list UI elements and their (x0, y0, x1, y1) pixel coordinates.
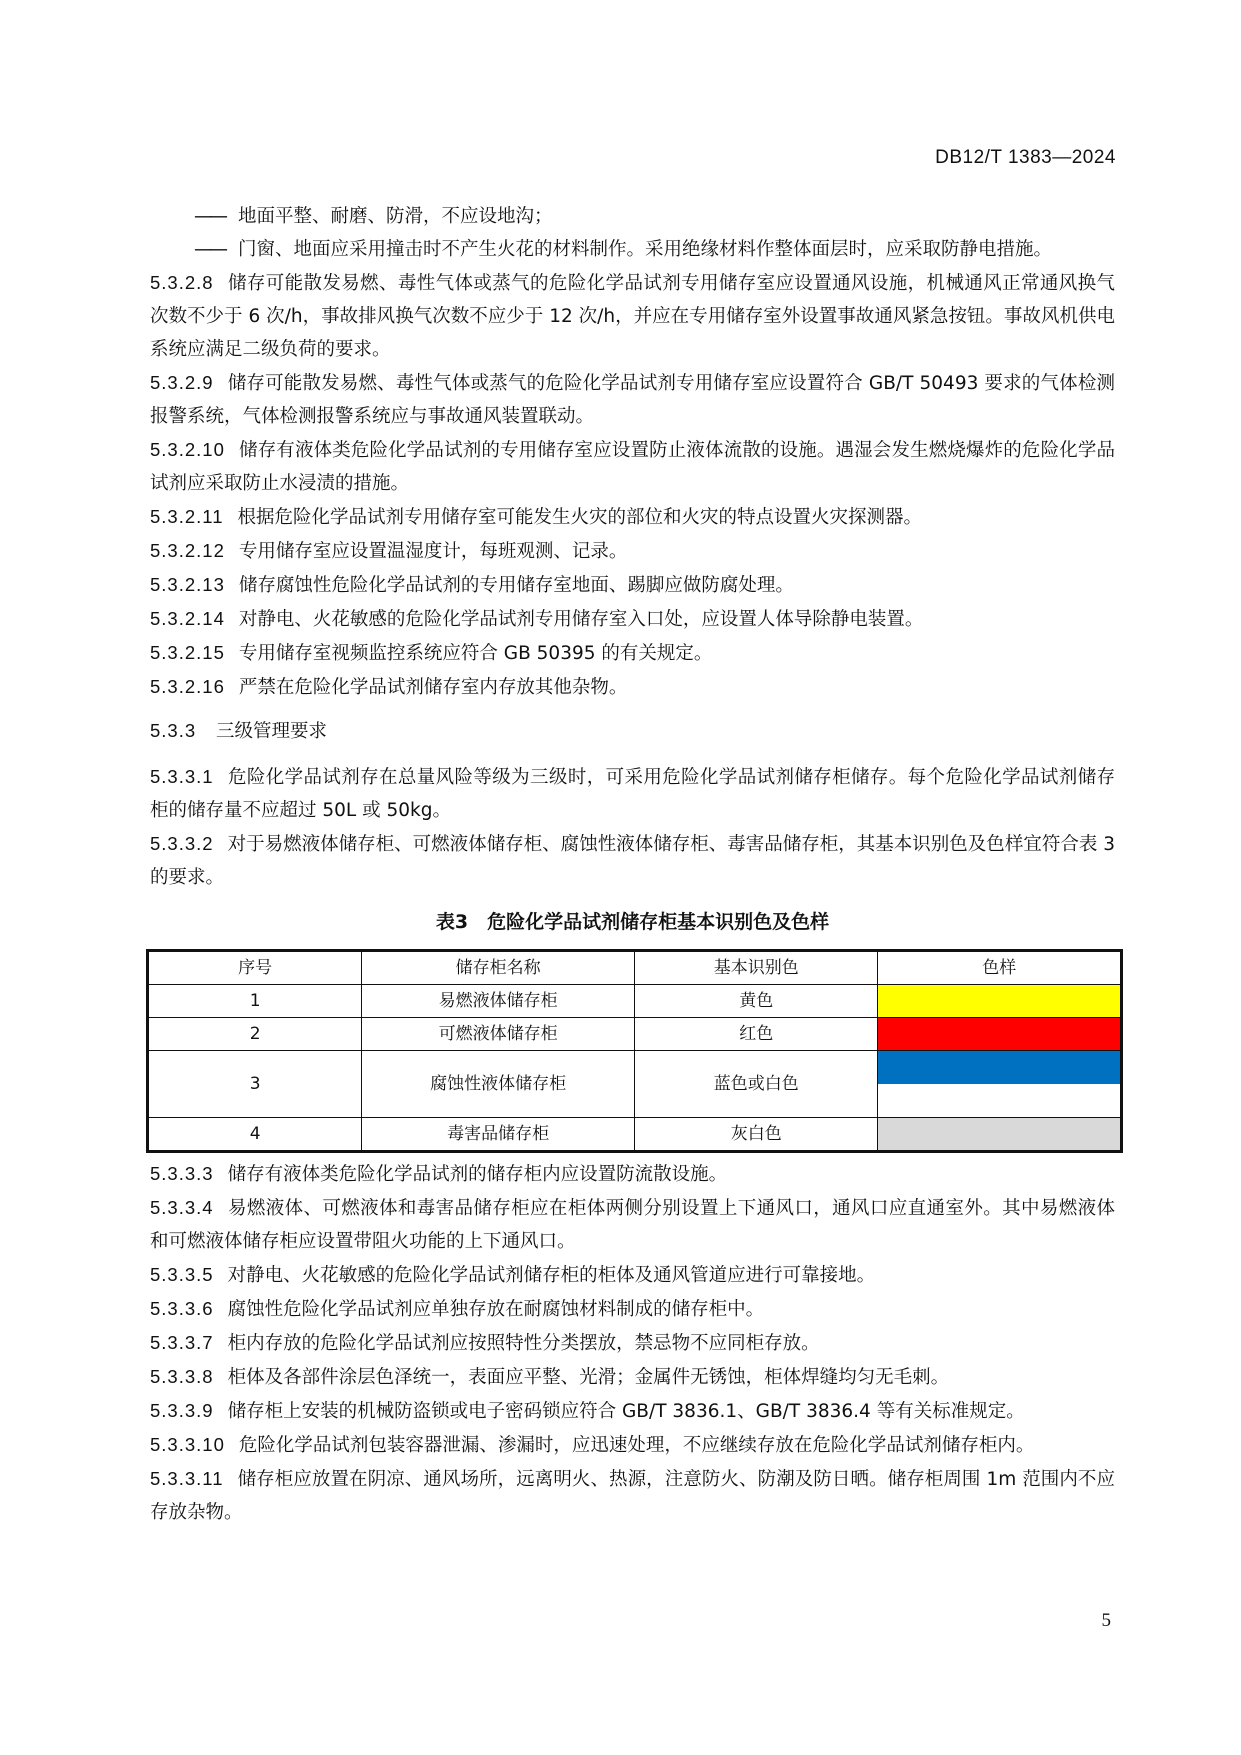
clause (150, 636, 1115, 670)
clause (150, 500, 1115, 534)
clause (150, 266, 1115, 366)
clause-number: 5.3.3.6 (150, 1298, 214, 1319)
clause-text: 危险化学品试剂存在总量风险等级为三级时，可采用危险化学品试剂储存柜储存。每个危险化学品试剂储存柜的储存量不应超过 50L 或 50kg。 (150, 767, 1115, 821)
color-swatch-cell (878, 1018, 1122, 1051)
clause (150, 1157, 1115, 1191)
color-name: 红色 (634, 1018, 878, 1051)
clause-number: 5.3.3.3 (150, 1163, 214, 1184)
clause (150, 670, 1115, 704)
dash-mark: —— (194, 206, 225, 227)
clause-number: 5.3.3.4 (150, 1197, 214, 1218)
color-name: 黄色 (634, 985, 878, 1018)
clause (150, 568, 1115, 602)
clause-number: 5.3.3.11 (150, 1468, 224, 1489)
subsection-number: 5.3.3 (150, 720, 197, 741)
clause (150, 1191, 1115, 1258)
table-row (148, 985, 1122, 1018)
clause-text: 严禁在危险化学品试剂储存室内存放其他杂物。 (238, 677, 628, 698)
clause (150, 827, 1115, 894)
clause (150, 433, 1115, 500)
clause (150, 1394, 1115, 1428)
clause-number: 5.3.2.11 (150, 506, 224, 527)
clause-text: 对静电、火花敏感的危险化学品试剂专用储存室入口处，应设置人体导除静电装置。 (238, 609, 924, 630)
clause-number: 5.3.2.10 (150, 439, 225, 460)
clause (150, 602, 1115, 636)
clause-text: 危险化学品试剂包装容器泄漏、渗漏时，应迅速处理，不应继续存放在危险化学品试剂储存柜内。 (238, 1435, 1035, 1456)
clause-number: 5.3.2.13 (150, 574, 225, 595)
clause-text: 储存有液体类危险化学品试剂的储存柜内应设置防流散设施。 (227, 1164, 728, 1185)
color-name: 蓝色或白色 (634, 1051, 878, 1118)
color-swatch (878, 1084, 1120, 1117)
clause-text: 储存柜应放置在阴凉、通风场所，远离明火、热源，注意防火、防潮及防日晒。储存柜周围 1m 范围内不应存放杂物。 (150, 1469, 1115, 1523)
clause-list-5-3-3-b (150, 1157, 1115, 1529)
clause-text: 储存有液体类危险化学品试剂的专用储存室应设置防止液体流散的设施。遇湿会发生燃烧爆炸的危险化学品试剂应采取防止水浸渍的措施。 (150, 440, 1115, 494)
table-caption: 表3 危险化学品试剂储存柜基本识别色及色样 (435, 911, 830, 933)
clause-text: 腐蚀性危险化学品试剂应单独存放在耐腐蚀材料制成的储存柜中。 (227, 1299, 765, 1320)
row-number: 4 (148, 1118, 362, 1152)
clause-text: 根据危险化学品试剂专用储存室可能发生火灾的部位和火灾的特点设置火灾探测器。 (237, 507, 923, 528)
clause-text: 对于易燃液体储存柜、可燃液体储存柜、腐蚀性液体储存柜、毒害品储存柜，其基本识别色及色样宜符合表 3 的要求。 (150, 834, 1115, 888)
clause-number: 5.3.2.16 (150, 676, 225, 697)
table-row (148, 1118, 1122, 1152)
color-name: 灰白色 (634, 1118, 878, 1152)
header-color: 基本识别色 (634, 951, 878, 985)
clause-number: 5.3.3.9 (150, 1400, 214, 1421)
clause-number: 5.3.2.14 (150, 608, 225, 629)
clause (150, 1326, 1115, 1360)
clause-number: 5.3.2.8 (150, 272, 214, 293)
table-body (148, 985, 1122, 1152)
clause-number: 5.3.2.15 (150, 642, 225, 663)
color-swatch-cell (878, 1051, 1122, 1118)
clause-number: 5.3.3.1 (150, 766, 214, 787)
clause-text: 柜体及各部件涂层色泽统一，表面应平整、光滑；金属件无锈蚀，柜体焊缝均匀无毛刺。 (227, 1367, 950, 1388)
dash-item (194, 233, 1115, 266)
clause-number: 5.3.3.5 (150, 1264, 214, 1285)
header-swatch: 色样 (878, 951, 1122, 985)
dash-item-text: 门窗、地面应采用撞击时不产生火花的材料制作。采用绝缘材料作整体面层时，应采取防静电措施。 (238, 239, 1053, 260)
dash-list (150, 200, 1115, 266)
cabinet-name: 毒害品储存柜 (362, 1118, 635, 1152)
clause-number: 5.3.3.8 (150, 1366, 214, 1387)
subsection-title: 三级管理要求 (216, 721, 328, 742)
clause-list-5-3-3-a (150, 760, 1115, 894)
clause-text: 储存柜上安装的机械防盗锁或电子密码锁应符合 GB/T 3836.1、GB/T 3836.4 等有关标准规定。 (227, 1401, 1025, 1422)
clause-text: 柜内存放的危险化学品试剂应按照特性分类摆放，禁忌物不应同柜存放。 (227, 1333, 820, 1354)
clause (150, 534, 1115, 568)
clause (150, 1258, 1115, 1292)
cabinet-name: 易燃液体储存柜 (362, 985, 635, 1018)
clause-text: 储存可能散发易燃、毒性气体或蒸气的危险化学品试剂专用储存室应设置通风设施，机械通风正常通风换气次数不少于 6 次/h，事故排风换气次数不应少于 12 次/h，并应在专用储存室外设置事故通风紧急按钮。事故风机供电系统应满足二级负荷的要求。 (150, 273, 1115, 360)
dash-item (194, 200, 1115, 233)
clause-list-5-3-2 (150, 266, 1115, 704)
table-header-row (148, 951, 1122, 985)
row-number: 2 (148, 1018, 362, 1051)
clause-text: 对静电、火花敏感的危险化学品试剂储存柜的柜体及通风管道应进行可靠接地。 (227, 1265, 876, 1286)
clause (150, 366, 1115, 433)
header-name: 储存柜名称 (362, 951, 635, 985)
split-swatch (878, 1051, 1120, 1117)
color-table (146, 949, 1123, 1153)
clause-number: 5.3.3.7 (150, 1332, 214, 1353)
color-swatch (878, 1051, 1120, 1084)
clause-text: 专用储存室视频监控系统应符合 GB 50395 的有关规定。 (238, 643, 713, 664)
document-code: DB12/T 1383—2024 (935, 147, 1116, 168)
clause (150, 1360, 1115, 1394)
dash-mark: —— (194, 239, 225, 260)
clause (150, 1462, 1115, 1529)
cabinet-name: 可燃液体储存柜 (362, 1018, 635, 1051)
dash-item-text: 地面平整、耐磨、防滑，不应设地沟； (238, 206, 553, 227)
clause-text: 易燃液体、可燃液体和毒害品储存柜应在柜体两侧分别设置上下通风口，通风口应直通室外。其中易燃液体和可燃液体储存柜应设置带阻火功能的上下通风口。 (150, 1198, 1115, 1252)
clause (150, 1292, 1115, 1326)
clause-number: 5.3.3.10 (150, 1434, 225, 1455)
table-row (148, 1018, 1122, 1051)
clause (150, 760, 1115, 827)
subsection-heading (150, 714, 1115, 748)
page-number: 5 (1101, 1610, 1111, 1631)
clause-text: 储存可能散发易燃、毒性气体或蒸气的危险化学品试剂专用储存室应设置符合 GB/T 50493 要求的气体检测报警系统，气体检测报警系统应与事故通风装置联动。 (150, 373, 1115, 427)
color-swatch-cell (878, 985, 1122, 1018)
clause-text: 专用储存室应设置温湿度计，每班观测、记录。 (238, 541, 628, 562)
page-content (150, 200, 1115, 1529)
clause-number: 5.3.3.2 (150, 833, 214, 854)
color-swatch-cell (878, 1118, 1122, 1152)
clause-number: 5.3.2.9 (150, 372, 214, 393)
table-row (148, 1051, 1122, 1118)
row-number: 1 (148, 985, 362, 1018)
row-number: 3 (148, 1051, 362, 1118)
header-no: 序号 (148, 951, 362, 985)
clause (150, 1428, 1115, 1462)
clause-number: 5.3.2.12 (150, 540, 225, 561)
clause-text: 储存腐蚀性危险化学品试剂的专用储存室地面、踢脚应做防腐处理。 (238, 575, 794, 596)
cabinet-name: 腐蚀性液体储存柜 (362, 1051, 635, 1118)
